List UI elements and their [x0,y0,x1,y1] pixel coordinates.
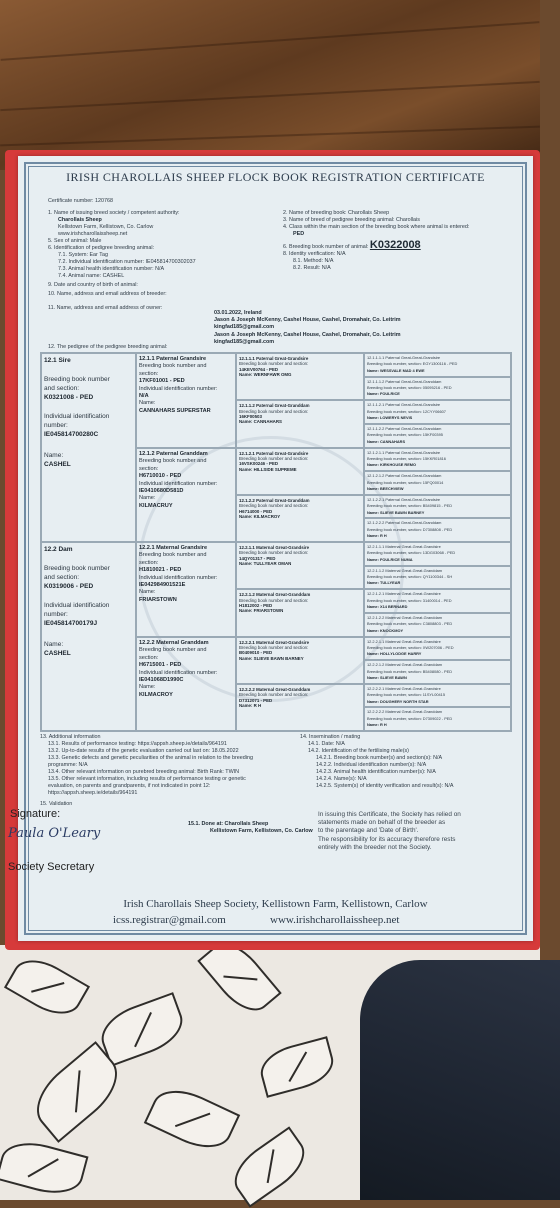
grandparent-book-number: H6710010 - PED [139,473,182,480]
great-great-grandparent-heading: 12.2.1.1.2 Maternal Great-Great-Granddam [367,567,443,573]
great-great-grandparent-heading: 12.2.2.2.2 Maternal Great-Great-Granddam [367,709,443,715]
owner-email: kingfad185@gmail.com [214,339,275,345]
great-great-grandparent-heading: 12.1.1.1.2 Paternal Great-Great-Granddam [367,378,442,384]
grandparent-id: IE042984901521E [139,582,186,589]
great-grandparent-book-number: H6714000 - PED [239,508,273,514]
sire-label: Name: [44,452,64,459]
breeder-address: Jason & Joseph McKenny, Cashel House, Cashel, Dromahair, Co. Leitrim [214,317,401,323]
great-great-grandparent-heading: 12.1.1.2.1 Paternal Great-Great-Grandsire [367,402,441,408]
grandparent-label: Name: [139,684,156,691]
great-great-grandparent-cell [364,377,511,401]
great-grandparent-book-number: H1812002 - PED [239,603,273,609]
grandparent-label: Individual identification number: [139,480,218,487]
great-great-grandparent-cell [364,518,511,542]
sire-name: CASHEL [44,461,71,468]
great-grandparent-label: Breeding book number and section: [239,455,309,461]
grandparent-name: FRIARSTOWN [139,596,177,603]
dam-label: Breeding book number [44,565,110,572]
great-great-grandparent-heading: 12.1.2.2.1 Paternal Great-Great-Grandsire [367,496,441,502]
great-great-grandparent-name: Name: X14 BERNARD [367,604,408,610]
great-great-grandparent-book-number: Breeding book number, section: B5409815 - PED [367,503,452,509]
dam-id: IE045814700179J [44,620,98,627]
leaf-shape [144,1079,240,1158]
dark-fabric-shadow [360,960,560,1200]
sire-id: IE045814700280C [44,431,99,438]
sire-label: number: [44,422,68,429]
info-line: 7.1. System: Ear Tag [58,252,108,258]
info-line: 6. Identification of pedigree breeding animal: [48,245,155,251]
info-line: 8.2. Result: N/A [293,265,331,271]
great-grandparent-heading: 12.1.2.1 Paternal Great-Grandsire [239,450,309,456]
info-line: 14.2.1. Breeding book number(s) and section(s): N/A [316,755,443,761]
great-grandparent-heading: 12.2.1.2 Maternal Great-Granddam [239,592,311,598]
leaf-shape [4,949,90,1024]
grandparent-label: section: [139,654,159,661]
disclaimer [318,811,461,852]
info-line: 6. Breeding book number of animal: [283,244,369,250]
great-great-grandparent-heading: 12.1.2.2.2 Paternal Great-Great-Granddam [367,520,442,526]
info-line: 13.5. Other relevant information, including results of performance testing or genetic [48,776,246,782]
great-grandparent-book-number: B0409010 - PED [239,650,273,656]
grandparent-name: KILMACROY [139,691,173,698]
dam-heading: 12.2 Dam [44,546,73,553]
info-line: Charollais Sheep [58,217,102,223]
grandparent-name: KILMACRUY [139,502,173,509]
info-line: 13.4. Other relevant information on purebred breeding animal: Birth Rank: TWIN [48,769,240,775]
insemination-info [300,734,454,790]
leaf-shape [0,1135,89,1201]
grandparent-label: section: [139,465,159,472]
great-great-grandparent-book-number: Breeding book number, section: 15FQ00014 [367,479,444,485]
info-line: 7.2. Individual identification number: IE045814700302037 [58,259,196,265]
great-grandparent-heading: 12.2.2.2 Maternal Great-Granddam [239,686,311,692]
dam-label: number: [44,611,68,618]
dam-book-number: K0319006 - PED [44,583,94,590]
grandparent-id: IE0410680D581D [139,488,184,495]
great-great-grandparent-name: Name: FOULRICE NUMA [367,556,413,562]
sire-label: Breeding book number [44,376,110,383]
grandparent-label: Name: [139,400,156,407]
info-line: 5. Sex of animal: Male [48,238,102,244]
done-at-address: Kellistown Farm, Kellistown, Co. Carlow [210,828,313,834]
great-great-grandparent-heading: 12.1.2.1.1 Paternal Great-Great-Grandsire [367,449,441,455]
disclaimer-line: statements made on behalf of the breeder as [318,819,446,827]
sire-heading: 12.1 Sire [44,357,71,364]
info-line: 8. Identity verification: N/A [283,251,346,257]
great-great-grandparent-book-number: Breeding book number, section: 11SYL00415 [367,692,446,698]
great-great-grandparent-column [364,353,511,731]
info-line [48,298,196,305]
great-great-grandparent-name: Name: LOWERYS NEVIS [367,415,413,421]
grandparent-id: N/A [139,393,149,400]
info-line: 13.2. Up-to-date results of the genetic evaluation carried out last on: 18.05.2022 [48,748,239,754]
disclaimer-line: to the parentage and 'Date of Birth'. [318,827,419,835]
great-great-grandparent-book-number: Breeding book number, section: 15KF00395 [367,432,443,438]
great-great-grandparent-book-number: Breeding book number, section: 15KKR01816 [367,455,446,461]
great-great-grandparent-book-number: Breeding book number, section: D7308808 - PED [367,526,453,532]
info-line: 11. Name, address and email address of owner: [48,305,163,311]
great-great-grandparent-cell [364,542,511,566]
great-great-grandparent-cell [364,707,511,731]
owner-address: Jason & Joseph McKenny, Cashel House, Cashel, Dromahair, Co. Leitrim [214,332,401,338]
great-great-grandparent-name: Name: TULLYEAR [367,580,401,586]
pedigree-heading: 12. The pedigree of the pedigree breeding animal: [48,344,168,350]
great-grandparent-book-number: 16KF00503 [239,414,262,420]
great-great-grandparent-heading: 12.1.1.1.1 Paternal Great-Great-Grandsire [367,355,441,360]
info-line: https://appsh.sheep.ie/details/964191 [48,790,138,796]
great-grandparent-name: Name: KILMACROY [239,513,281,519]
certificate-title: IRISH CHAROLLAIS SHEEP FLOCK BOOK REGISTRATION CERTIFICATE [66,170,485,184]
handwritten-signature: Paula O'Leary [8,826,101,841]
certificate-sheet [8,156,533,941]
info-line: 14.2. Identification of the fertilising male(s) [308,748,409,754]
info-line: programme: N/A [48,762,88,768]
dam-cell [41,542,136,731]
grandparent-label: Breeding book number and [139,458,207,465]
great-grandparent-name: Name: WERNFAWR OMG [239,372,292,378]
great-grandparent-heading: 12.1.2.2 Paternal Great-Granddam [239,497,310,503]
left-info-list [48,210,196,312]
grandparent-book-number: 17KF01001 - PED [139,378,185,385]
great-great-grandparent-cell [364,684,511,708]
grandparent-label: Breeding book number and [139,552,207,559]
grandparent-heading: 12.1.2 Paternal Granddam [139,451,208,457]
done-at: 15.1. Done at: Charollais Sheep [188,821,269,827]
great-great-grandparent-cell [364,637,511,661]
info-line: evaluation, on parents and grandparents, if not indicated in point 12: [48,783,211,789]
grandparent-label: section: [139,559,159,566]
footer-website: www.irishcharollaissheep.net [270,914,400,926]
additional-info [40,734,253,797]
great-grandparent-name: Name: R H [239,702,262,708]
dam-label: Individual identification [44,602,110,609]
great-grandparent-book-number: D7312071 - PED [239,697,273,703]
info-line: 14.2.4. Name(s): N/A [316,776,367,782]
info-line: Kellistown Farm, Kellistown, Co. Carlow [58,224,154,230]
great-grandparent-label: Breeding book number and section: [239,550,309,556]
grandparent-label: Breeding book number and [139,647,207,654]
great-great-grandparent-book-number: Breeding book number, section: XW207006 - PED [367,644,454,650]
grandparent-label: Individual identification number: [139,669,218,676]
info-line: 3. Name of breed of pedigree breeding animal: Charollais [283,217,420,223]
great-great-grandparent-heading: 12.1.2.1.2 Paternal Great-Great-Granddam [367,473,442,479]
great-grandparent-label: Breeding book number and section: [239,692,309,698]
great-grandparent-cell [236,448,364,495]
info-line: 14. Insemination / mating [300,734,361,740]
great-great-grandparent-cell [364,424,511,448]
great-grandparent-label: Breeding book number and section: [239,503,309,509]
validation-heading: 15. Validation [40,801,73,807]
great-grandparent-cell [236,637,364,684]
great-great-grandparent-cell [364,471,511,495]
grandparent-cell [136,448,236,542]
great-great-grandparent-name: Name: DOUGHERY NORTH STAR [367,698,429,704]
info-line: 10. Name, address and email address of breeder: [48,291,167,297]
info-line: 13.3. Genetic defects and genetic peculiarities of the animal in relation to the breeding [48,755,253,761]
great-great-grandparent-name: Name: KIRKHOUSE REMO [367,462,417,468]
certificate-number: Certificate number: 120768 [48,198,114,204]
grandparent-heading: 12.2.1 Maternal Grandsire [139,545,208,551]
great-grandparent-book-number: 14QY01317 - PED [239,555,276,561]
great-great-grandparent-book-number: Breeding book number, section: D7309022 - PED [367,715,453,721]
info-line: 14.2.3. Animal health identification number(s): N/A [316,769,436,775]
great-great-grandparent-heading: 12.2.2.1.2 Maternal Great-Great-Granddam [367,662,443,668]
info-line: PED [293,231,305,237]
great-grandparent-label: Breeding book number and section: [239,361,309,367]
great-grandparent-book-number: 14KEV00764 - PED [239,366,279,372]
grandparent-cell [136,542,236,637]
grandparent-label: section: [139,370,159,377]
great-great-grandparent-heading: 12.2.2.1.1 Maternal Great-Great-Grandsire [367,638,441,644]
footer-address: Irish Charollais Sheep Society, Kellistown Farm, Kellistown, Carlow [123,898,428,910]
signature-label: Signature: [10,808,61,820]
great-great-grandparent-book-number: Breeding book number, section: EGY1300116 - PED [367,361,458,367]
great-great-grandparent-book-number: Breeding book number, section: 12CYY06607 [367,408,446,414]
great-grandparent-heading: 12.1.1.1 Paternal Great-Grandsire [239,356,309,361]
great-grandparent-heading: 12.1.1.2 Paternal Great-Granddam [239,403,310,409]
breeder-email: kingfad185@gmail.com [214,324,275,330]
great-great-grandparent-heading: 12.2.1.1.1 Maternal Great-Great-Grandsire [367,544,441,549]
info-line: 14.1. Date: N/A [308,741,345,747]
footer-email: icss.registrar@gmail.com [113,914,226,926]
info-line: 1. Name of issuing breed society / competent authority: [48,210,180,216]
great-great-grandparent-book-number: Breeding book number, section: 13DG03068 - PED [367,550,456,556]
disclaimer-line: In issuing this Certificate, the Society has relied on [318,811,461,818]
great-great-grandparent-book-number: Breeding book number, section: C3808803 - PED [367,621,453,627]
great-grandparent-cell [236,542,364,589]
great-great-grandparent-book-number: Breeding book number, section: 31400014 - PED [367,597,452,603]
grandparent-book-number: H6715001 - PED [139,662,182,669]
grandparent-book-number: H1810021 - PED [139,567,182,574]
info-line: www.irishcharollaissheep.net [58,231,128,237]
great-great-grandparent-name: Name: FOULRICE [367,391,400,397]
great-grandparent-cell [236,684,364,731]
great-great-grandparent-name: Name: SLIEVE BAWN [367,674,407,680]
great-great-grandparent-cell [364,495,511,519]
great-grandparent-name: Name: FRIARSTOWN [239,608,284,614]
great-grandparent-label: Breeding book number and section: [239,408,309,414]
great-great-grandparent-book-number: Breeding book number, section: QY1100344 - SH [367,574,453,580]
great-great-grandparent-name: Name: CANNAHARS [367,438,406,444]
great-great-grandparent-cell [364,660,511,684]
grandparent-id: IE041068D1990C [139,677,184,684]
great-grandparent-heading: 12.2.1.1 Maternal Great-Grandsire [239,545,310,550]
registration-number: K0322008 [369,239,421,251]
great-great-grandparent-heading: 12.2.1.2.1 Maternal Great-Great-Grandsire [367,591,441,597]
great-great-grandparent-name: Name: R H [367,722,387,728]
great-great-grandparent-name: Name: WESSVALE MAD 4 EWE [367,367,425,373]
grandparent-label: Individual identification number: [139,574,218,581]
info-line: 14.2.5. System(s) of identity verification and result(s): N/A [316,783,454,789]
right-info-list [283,210,469,272]
info-line: 13.1. Results of performance testing: https://appsh.sheep.ie/details/964191 [48,741,227,747]
dam-label: Name: [44,641,64,648]
great-grandparent-cell [236,589,364,636]
grandparent-label: Name: [139,495,156,502]
grandparent-heading: 12.2.2 Maternal Granddam [139,640,209,646]
great-great-grandparent-book-number: Breeding book number, section: B5408080 - PED [367,668,452,674]
great-great-grandparent-cell [364,400,511,424]
great-great-grandparent-heading: 12.2.1.2.2 Maternal Great-Great-Granddam [367,614,443,620]
info-line: 14.2.2. Individual identification number(s): N/A [316,762,427,768]
dam-name: CASHEL [44,650,71,657]
great-grandparent-name: Name: HILLSIDE SUPREME [239,466,297,472]
great-great-grandparent-name: Name: R H [367,533,387,539]
grandparent-cell [136,637,236,731]
great-great-grandparent-heading: 12.1.1.2.2 Paternal Great-Great-Granddam [367,425,442,431]
grandparent-label: Individual identification number: [139,385,218,392]
great-great-grandparent-cell [364,448,511,472]
great-grandparent-name: Name: TULLYEAR OMAN [239,561,292,567]
birth-date-country: 03.01.2022, Ireland [214,310,262,316]
great-grandparent-book-number: 16VSK00246 - PED [239,461,279,467]
grandparent-label: Breeding book number and [139,363,207,370]
great-grandparent-cell [236,495,364,542]
sire-label: and section: [44,385,80,392]
great-grandparent-label: Breeding book number and section: [239,597,309,603]
great-great-grandparent-heading: 12.2.2.2.1 Maternal Great-Great-Grandsire [367,685,441,691]
sire-book-number: K0321008 - PED [44,394,94,401]
great-grandparent-label: Breeding book number and section: [239,644,309,650]
grandparent-name: CANNAHARS SUPERSTAR [139,407,211,414]
great-great-grandparent-name: Name: KNOCKMOY [367,627,404,633]
great-great-grandparent-cell [364,613,511,637]
great-grandparent-name: Name: SLIEVE BAWN BARNEY [239,655,304,661]
great-great-grandparent-name: Name: HOLLYLODGE HARRY [367,651,422,657]
leaf-shape [225,1126,315,1207]
info-line: 13. Additional information [40,734,101,740]
great-great-grandparent-cell [364,353,511,377]
sire-label: Individual identification [44,413,110,420]
grandparent-cell [136,353,236,448]
dam-label: and section: [44,574,80,581]
great-great-grandparent-book-number: Breeding book number, section: 05095216 - PED [367,385,452,391]
pedigree-table [40,352,512,732]
disclaimer-line: The responsibility for its accuracy therefore rests [318,835,456,843]
great-great-grandparent-cell [364,566,511,590]
info-line: 2. Name of breeding book: Charollais Sheep [283,210,390,216]
great-grandparent-cell [236,353,364,400]
great-great-grandparent-name: Name: BEECHVIEW [367,485,404,491]
great-grandparent-column [236,353,364,731]
sire-cell [41,353,136,542]
great-grandparent-heading: 12.2.2.1 Maternal Great-Grandsire [239,639,310,645]
great-grandparent-cell [236,400,364,447]
info-line: 7.3. Animal health identification number: N/A [58,266,165,272]
info-line: 9. Date and country of birth of animal: [48,282,138,288]
info-line: 7.4. Animal name: CASHEL [58,273,125,279]
signature-role: Society Secretary [8,861,95,873]
leaf-shape [256,1036,339,1098]
info-line: 4. Class within the main section of the breeding book where animal is entered: [283,224,470,230]
disclaimer-line: entirely with the breeder not the Society. [318,843,432,851]
grandparent-label: Name: [139,589,156,596]
grandparent-heading: 12.1.1 Paternal Grandsire [139,356,207,362]
great-grandparent-name: Name: CANNAHARS [239,419,282,425]
great-great-grandparent-cell [364,589,511,613]
info-line: 8.1. Method: N/A [293,258,334,264]
great-great-grandparent-name: Name: SLIEVE BAWN BARNEY [367,509,425,515]
